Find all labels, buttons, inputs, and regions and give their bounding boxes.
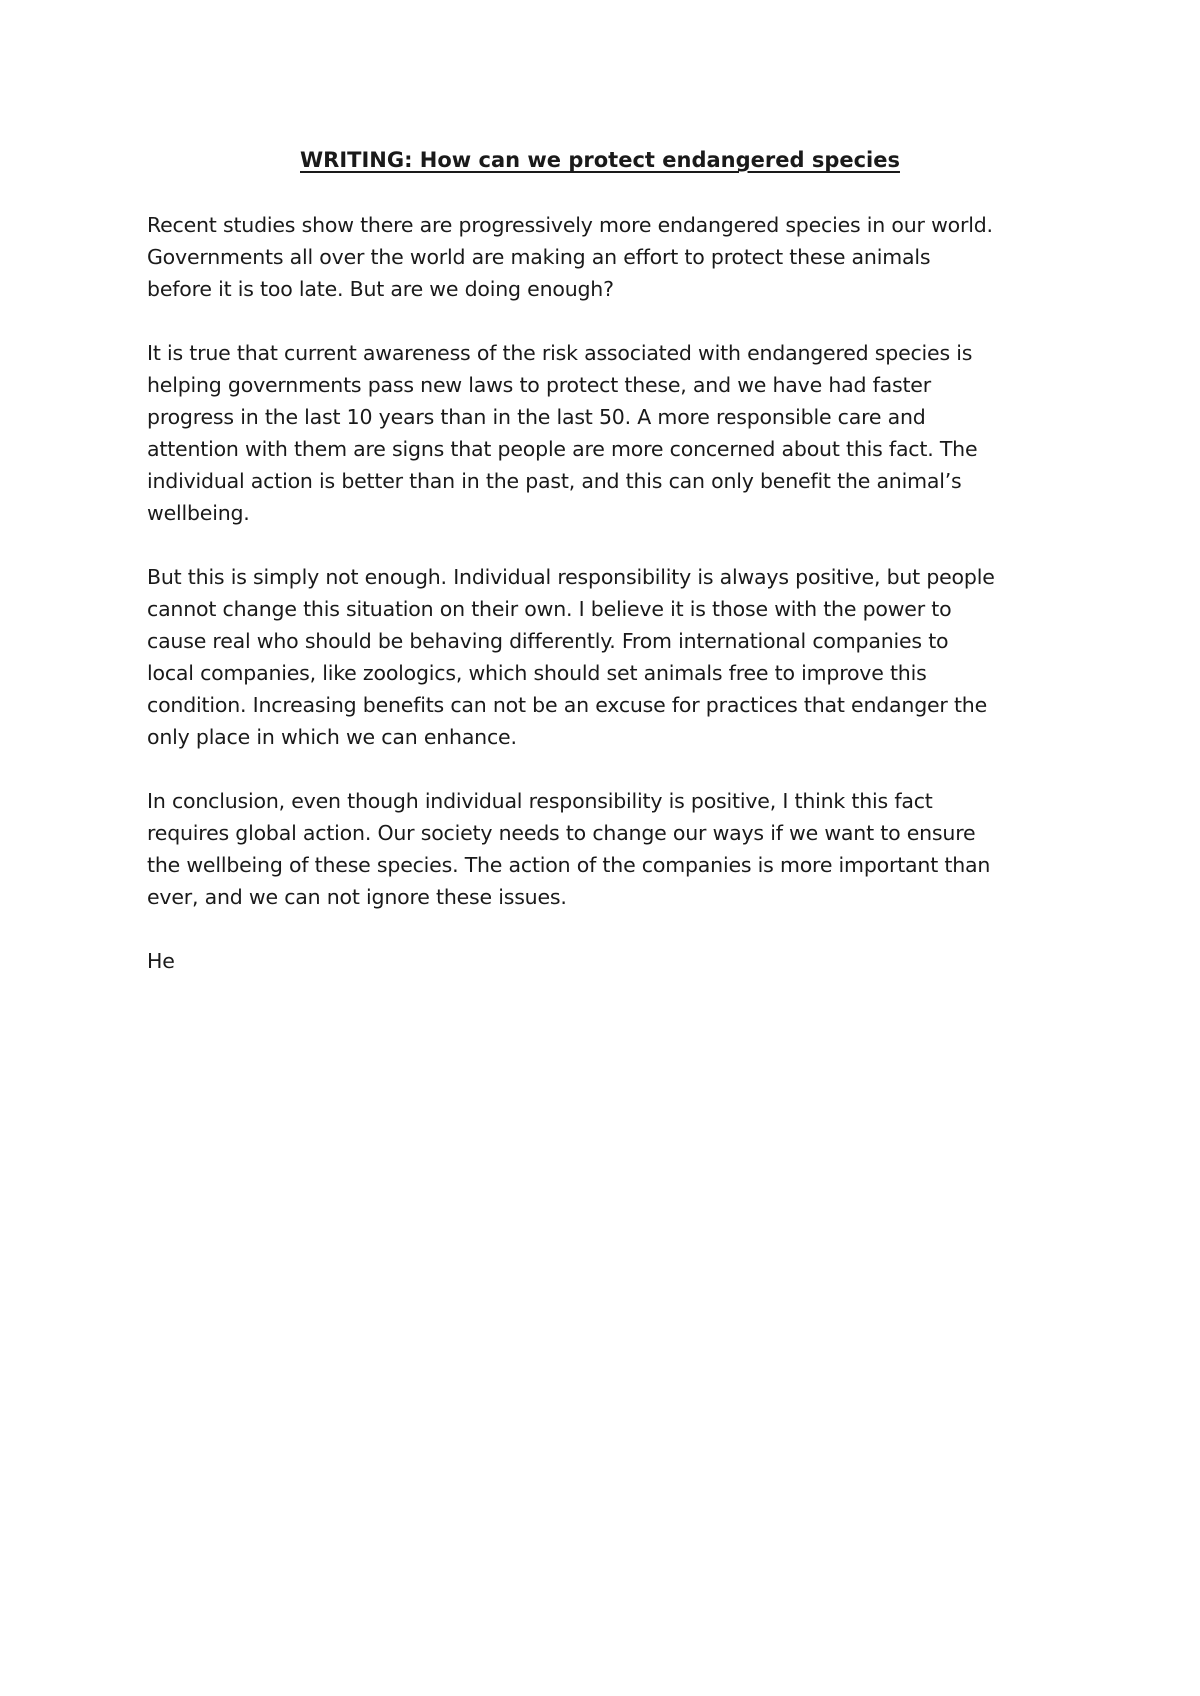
paragraph-trailing (147, 945, 1067, 977)
paragraph-line: condition. Increasing benefits can not be an excuse for practices that endanger the (147, 693, 988, 717)
paragraph-line: Recent studies show there are progressively more endangered species in our world. (147, 213, 993, 237)
paragraph-line: cannot change this situation on their own. I believe it is those with the power to (147, 597, 952, 621)
paragraph-line: It is true that current awareness of the risk associated with endangered species is (147, 341, 973, 365)
document-title-text: WRITING: How can we protect endangered species (300, 148, 900, 172)
paragraph-line: Governments all over the world are making an effort to protect these animals (147, 245, 931, 269)
document-title (0, 146, 1200, 174)
paragraph-line: the wellbeing of these species. The action of the companies is more important than (147, 853, 991, 877)
paragraph-line: only place in which we can enhance. (147, 725, 517, 749)
paragraph-line: helping governments pass new laws to protect these, and we have had faster (147, 373, 931, 397)
paragraph-line: ever, and we can not ignore these issues. (147, 885, 567, 909)
paragraph-line: progress in the last 10 years than in the last 50. A more responsible care and (147, 405, 926, 429)
paragraph-awareness (147, 337, 1067, 529)
paragraph-line: In conclusion, even though individual responsibility is positive, I think this fact (147, 789, 933, 813)
paragraph-line: He (147, 949, 175, 973)
document-body (147, 209, 1067, 1009)
paragraph-line: local companies, like zoologics, which should set animals free to improve this (147, 661, 927, 685)
paragraph-intro (147, 209, 1067, 305)
paragraph-line: cause real who should be behaving differently. From international companies to (147, 629, 949, 653)
paragraph-line: individual action is better than in the past, and this can only benefit the animal’s (147, 469, 962, 493)
paragraph-conclusion (147, 785, 1067, 913)
paragraph-line: But this is simply not enough. Individual responsibility is always positive, but people (147, 565, 995, 589)
paragraph-line: requires global action. Our society needs to change our ways if we want to ensure (147, 821, 976, 845)
paragraph-line: wellbeing. (147, 501, 250, 525)
paragraph-not-enough (147, 561, 1067, 753)
paragraph-line: before it is too late. But are we doing enough? (147, 277, 614, 301)
paragraph-line: attention with them are signs that people are more concerned about this fact. The (147, 437, 978, 461)
